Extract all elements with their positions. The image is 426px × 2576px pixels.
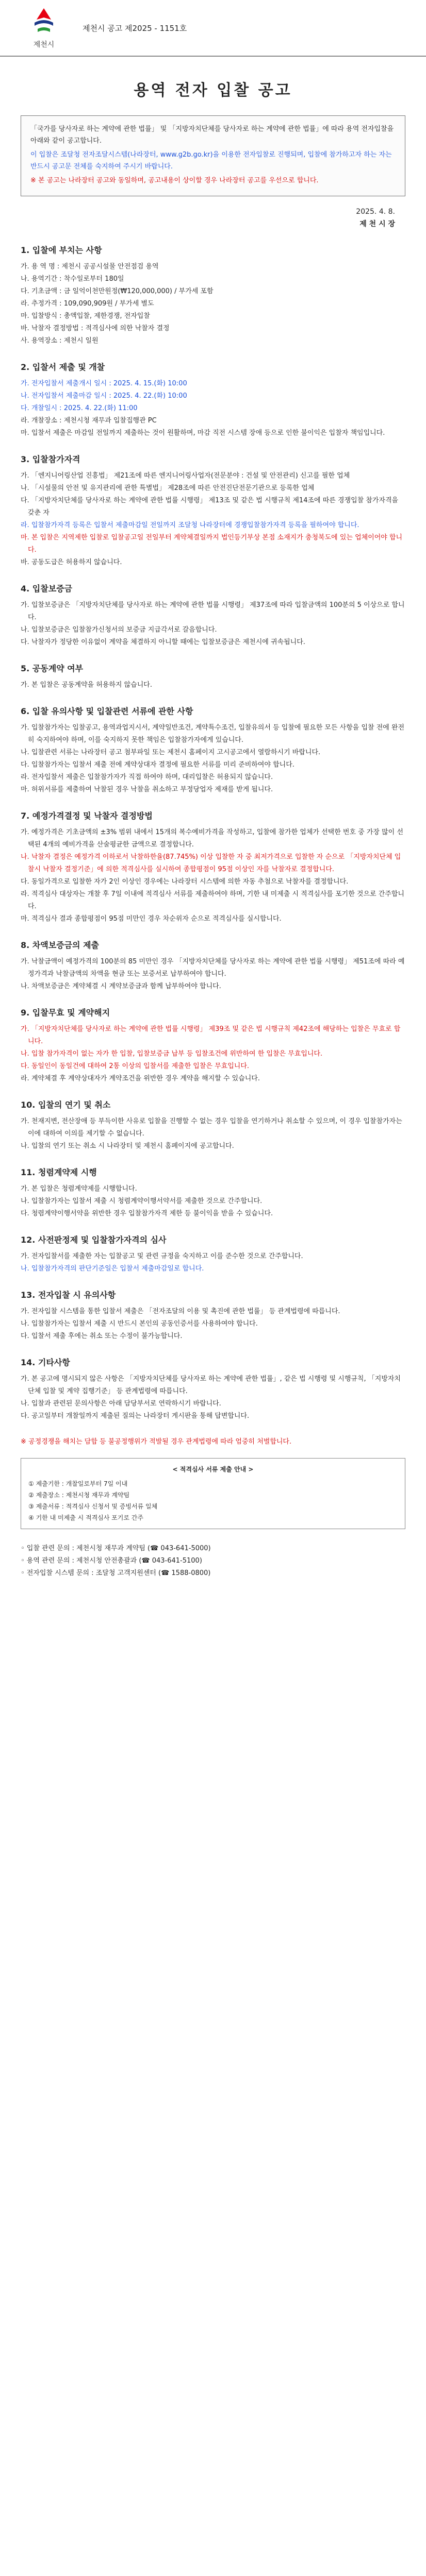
section-line: 바. 낙찰자 결정방법 : 적격심사에 의한 낙찰자 결정 [21, 325, 170, 332]
section-line: 나. 「시설물의 안전 및 유지관리에 관한 특별법」 제28조에 따른 안전진단전문기관으로 등록한 업체 [21, 484, 315, 492]
contact-line: ◦ 전자입찰 시스템 문의 : 조달청 고객지원센터 (☎ 1588-0800) [21, 1569, 211, 1577]
section [21, 453, 405, 569]
section [21, 1098, 405, 1153]
section-line: 가. 「지방자치단체를 당사자로 하는 계약에 관한 법률 시행령」 제39조 및 같은 법 시행규칙 제42조에 해당하는 입찰은 무효로 합니다. [21, 1025, 401, 1045]
section-line: 가. 예정가격은 기초금액의 ±3% 범위 내에서 15개의 복수예비가격을 작성하고, 입찰에 참가한 업체가 선택한 번호 중 가장 많이 선택된 4개의 예비가격을 산술평균한 금액으로 결정합니다. [21, 828, 403, 849]
notice-box-title: < 적격심사 서류 제출 안내 > [172, 1466, 254, 1473]
contact-block [21, 1543, 405, 1580]
section-line: 다. 동일가격으로 입찰한 자가 2인 이상인 경우에는 나라장터 시스템에 의한 자동 추첨으로 낙찰자를 결정합니다. [21, 878, 349, 886]
section-line: 다. 동일인이 동일건에 대하여 2통 이상의 입찰서를 제출한 입찰은 무효입니다. [21, 1062, 250, 1070]
notice-box-item: ④ 기한 내 미제출 시 적격심사 포기로 간주 [28, 1514, 143, 1521]
section-line: 나. 입찰참가자격의 판단기준일은 입찰서 제출마감일로 합니다. [21, 1265, 204, 1273]
city-emblem-icon [28, 6, 59, 37]
section-line: 라. 전자입찰서 제출은 입찰참가자가 직접 하여야 하며, 대리입찰은 허용되지 않습니다. [21, 773, 273, 781]
intro-line: ※ 본 공고는 나라장터 공고와 동일하며, 공고내용이 상이할 경우 나라장터 공고를 우선으로 합니다. [30, 177, 319, 184]
section-line: 나. 입찰과 관련된 문의사항은 아래 담당부서로 연락하시기 바랍니다. [21, 1400, 221, 1408]
section-line: 라. 개찰장소 : 제천시청 재무과 입찰집행관 PC [21, 417, 157, 425]
section-line: 마. 허위서류를 제출하여 낙찰된 경우 낙찰을 취소하고 부정당업자 제재를 받게 됩니다. [21, 786, 273, 793]
intro-box [21, 115, 405, 196]
section-title: 14. 기타사항 [21, 1358, 70, 1367]
section-title: 10. 입찰의 연기 및 취소 [21, 1100, 111, 1110]
notice-signer: 제 천 시 장 [359, 220, 395, 228]
notice-number: 제천시 공고 제2025 - 1151호 [83, 23, 187, 33]
section-line: 가. 용 역 명 : 제천시 공공시설물 안전점검 용역 [21, 263, 159, 270]
section-title: 12. 사전판정제 및 입찰참가자격의 심사 [21, 1235, 167, 1245]
section [21, 1006, 405, 1085]
section [21, 662, 405, 691]
logo-text: 제천시 [33, 41, 55, 49]
notice-box-item: ① 제출기한 : 개찰일로부터 7일 이내 [28, 1480, 128, 1487]
section-line: 바. 공동도급은 허용하지 않습니다. [21, 558, 122, 566]
notice-box-item: ③ 제출서류 : 적격심사 신청서 및 증빙서류 일체 [28, 1503, 158, 1510]
warning-note: ※ 공정경쟁을 해치는 담합 등 불공정행위가 적발될 경우 관계법령에 따라 엄중히 처벌합니다. [21, 1438, 292, 1446]
section [21, 361, 405, 439]
section-title: 4. 입찰보증금 [21, 584, 73, 594]
section [21, 1166, 405, 1220]
section-line: 다. 「지방자치단체를 당사자로 하는 계약에 관한 법률 시행령」 제13조 및 같은 법 시행규칙 제14조에 따른 경쟁입찰 참가자격을 갖춘 자 [21, 497, 399, 517]
section-line: 나. 입찰보증금은 입찰참가신청서의 보증금 지급각서로 갈음합니다. [21, 626, 217, 634]
sections [0, 244, 426, 1422]
section-line: 가. 전자입찰서 제출개시 일시 : 2025. 4. 15.(화) 10:00 [21, 380, 187, 387]
section-title: 1. 입찰에 부치는 사항 [21, 245, 102, 255]
notice-box-item: ② 제출장소 : 제천시청 재무과 계약팀 [28, 1492, 130, 1499]
section [21, 1233, 405, 1275]
section-title: 11. 청렴계약제 시행 [21, 1167, 97, 1177]
section-line: 나. 용역기간 : 착수일로부터 180일 [21, 275, 124, 283]
section-line: 나. 차액보증금은 계약체결 시 계약보증금과 함께 납부하여야 합니다. [21, 982, 221, 990]
section [21, 939, 405, 993]
section-line: 라. 추정가격 : 109,090,909원 / 부가세 별도 [21, 300, 154, 308]
section [21, 809, 405, 925]
section-line: 나. 낙찰자 결정은 예정가격 이하로서 낙찰하한율(87.745%) 이상 입찰한 자 중 최저가격으로 입찰한 자 순으로 「지방자치단체 입찰시 낙찰자 결정기준」에 의한 적격심사를 실시하여 종합평점이 95점 이상인 자를 낙찰자로 결정합니다. [21, 853, 401, 873]
section-line: 마. 본 입찰은 지역제한 입찰로 입찰공고일 전일부터 계약체결일까지 법인등기부상 본점 소재지가 충청북도에 있는 업체이어야 합니다. [21, 534, 403, 554]
section-line: 다. 입찰참가자는 입찰서 제출 전에 계약상대자 결정에 필요한 서류를 미리 준비하여야 합니다. [21, 761, 294, 769]
notice-date: 2025. 4. 8. [356, 208, 395, 216]
intro-line: 이 입찰은 조달청 전자조달시스템(나라장터, www.g2b.go.kr)을 이용한 전자입찰로 진행되며, 입찰에 참가하고자 하는 자는 반드시 공고문 전체를 숙지하여 주시기 바랍니다. [30, 151, 392, 171]
section-line: 라. 적격심사 대상자는 개찰 후 7일 이내에 적격심사 서류를 제출하여야 하며, 기한 내 미제출 시 적격심사를 포기한 것으로 간주합니다. [21, 890, 404, 910]
section-line: 마. 적격심사 결과 종합평점이 95점 미만인 경우 차순위자 순으로 적격심사를 실시합니다. [21, 915, 282, 923]
section-line: 가. 입찰참가자는 입찰공고, 용역과업지시서, 계약일반조건, 계약특수조건, 입찰유의서 등 입찰에 필요한 모든 사항을 입찰 전에 완전히 숙지하여야 하며, 이를 숙지하지 못한 책임은 입찰참가자에게 있습니다. [21, 724, 405, 744]
section-line: 다. 기초금액 : 금 일억이천만원정(₩120,000,000) / 부가세 포함 [21, 287, 214, 295]
section-line: 다. 공고일부터 개찰일까지 제출된 질의는 나라장터 게시판을 통해 답변합니다. [21, 1412, 250, 1420]
section-line: 가. 천재지변, 전산장애 등 부득이한 사유로 입찰을 진행할 수 없는 경우 입찰을 연기하거나 취소할 수 있으며, 이 경우 입찰참가자는 이에 대하여 이의를 제기할 수 없습니다. [21, 1117, 402, 1138]
section-title: 8. 차액보증금의 제출 [21, 940, 99, 950]
section-line: 가. 입찰보증금은 「지방자치단체를 당사자로 하는 계약에 관한 법률 시행령」 제37조에 따라 입찰금액의 100분의 5 이상으로 합니다. [21, 601, 405, 621]
section-title: 13. 전자입찰 시 유의사항 [21, 1290, 116, 1300]
section [21, 705, 405, 796]
contact-line: ◦ 입찰 관련 문의 : 제천시청 재무과 계약팀 (☎ 043-641-5000) [21, 1545, 211, 1552]
section-line: 나. 입찰의 연기 또는 취소 시 나라장터 및 제천시 홈페이지에 공고합니다. [21, 1142, 234, 1150]
section-line: 마. 입찰방식 : 총액입찰, 제한경쟁, 전자입찰 [21, 312, 150, 320]
section-line: 나. 입찰 참가자격이 없는 자가 한 입찰, 입찰보증금 납부 등 입찰조건에 위반하여 한 입찰은 무효입니다. [21, 1050, 323, 1058]
page-title: 용역 전자 입찰 공고 [134, 81, 292, 99]
section-title: 3. 입찰참가자격 [21, 454, 80, 464]
section-line: 가. 낙찰금액이 예정가격의 100분의 85 미만인 경우 「지방자치단체를 당사자로 하는 계약에 관한 법률 시행령」 제51조에 따라 예정가격과 낙찰금액의 차액을 현금 또는 보증서로 납부하여야 합니다. [21, 958, 405, 978]
section-line: 가. 본 입찰은 청렴계약제를 시행합니다. [21, 1185, 137, 1193]
section-line: 가. 전자입찰 시스템을 통한 입찰서 제출은 「전자조달의 이용 및 촉진에 관한 법률」 등 관계법령에 따릅니다. [21, 1308, 340, 1315]
section [21, 1356, 405, 1422]
section-line: 마. 입찰서 제출은 마감일 전일까지 제출하는 것이 원활하며, 마감 직전 시스템 장애 등으로 인한 불이익은 입찰자 책임입니다. [21, 429, 385, 437]
section-title: 9. 입찰무효 및 계약해지 [21, 1008, 110, 1018]
section-line: 가. 전자입찰서를 제출한 자는 입찰공고 및 관련 규정을 숙지하고 이를 준수한 것으로 간주합니다. [21, 1252, 303, 1260]
section-line: 가. 본 공고에 명시되지 않은 사항은 「지방자치단체를 당사자로 하는 계약에 관한 법률」, 같은 법 시행령 및 시행규칙, 「지방자치단체 입찰 및 계약 집행기준」 등 관계법령에 따릅니다. [21, 1375, 401, 1395]
section-line: 나. 입찰참가자는 입찰서 제출 시 청렴계약이행서약서를 제출한 것으로 간주합니다. [21, 1197, 263, 1205]
intro-line: 「국가를 당사자로 하는 계약에 관한 법률」 및 「지방자치단체를 당사자로 하는 계약에 관한 법률」에 따라 용역 전자입찰을 아래와 같이 공고합니다. [30, 125, 394, 145]
section-title: 2. 입찰서 제출 및 개찰 [21, 362, 105, 372]
section-line: 가. 본 입찰은 공동계약을 허용하지 않습니다. [21, 681, 152, 689]
date-block [0, 206, 426, 230]
section-title: 5. 공동계약 여부 [21, 664, 84, 673]
section-title: 7. 예정가격결정 및 낙찰자 결정방법 [21, 811, 153, 821]
section-line: 다. 청렴계약이행서약을 위반한 경우 입찰참가자격 제한 등 불이익을 받을 수 있습니다. [21, 1210, 273, 1217]
section-line: 다. 낙찰자가 정당한 이유없이 계약을 체결하지 아니할 때에는 입찰보증금은 제천시에 귀속됩니다. [21, 638, 305, 646]
section-line: 사. 용역장소 : 제천시 일원 [21, 337, 99, 345]
section-line: 라. 계약체결 후 계약상대자가 계약조건을 위반한 경우 계약을 해지할 수 있습니다. [21, 1075, 260, 1082]
city-logo [21, 6, 67, 49]
section-title: 6. 입찰 유의사항 및 입찰관련 서류에 관한 사항 [21, 706, 193, 716]
section-line: 나. 전자입찰서 제출마감 일시 : 2025. 4. 22.(화) 10:00 [21, 392, 187, 400]
section [21, 244, 405, 347]
section-line: 라. 입찰참가자격 등록은 입찰서 제출마감일 전일까지 조달청 나라장터에 경쟁입찰참가자격 등록을 필하여야 합니다. [21, 521, 359, 529]
section-line: 나. 입찰관련 서류는 나라장터 공고 첨부파일 또는 제천시 홈페이지 고시공고에서 열람하시기 바랍니다. [21, 749, 321, 756]
section-line: 나. 입찰참가자는 입찰서 제출 시 반드시 본인의 공동인증서를 사용하여야 합니다. [21, 1320, 258, 1328]
section-line: 다. 입찰서 제출 후에는 취소 또는 수정이 불가능합니다. [21, 1332, 183, 1340]
header [0, 0, 426, 57]
notice-box [21, 1458, 405, 1529]
section-line: 다. 개찰일시 : 2025. 4. 22.(화) 11:00 [21, 404, 138, 412]
section [21, 1289, 405, 1343]
section [21, 582, 405, 649]
contact-line: ◦ 용역 관련 문의 : 제천시청 안전총괄과 (☎ 043-641-5100) [21, 1557, 202, 1565]
section-line: 가. 「엔지니어링산업 진흥법」 제21조에 따른 엔지니어링사업자(전문분야 : 건설 및 안전관리) 신고를 필한 업체 [21, 472, 350, 480]
